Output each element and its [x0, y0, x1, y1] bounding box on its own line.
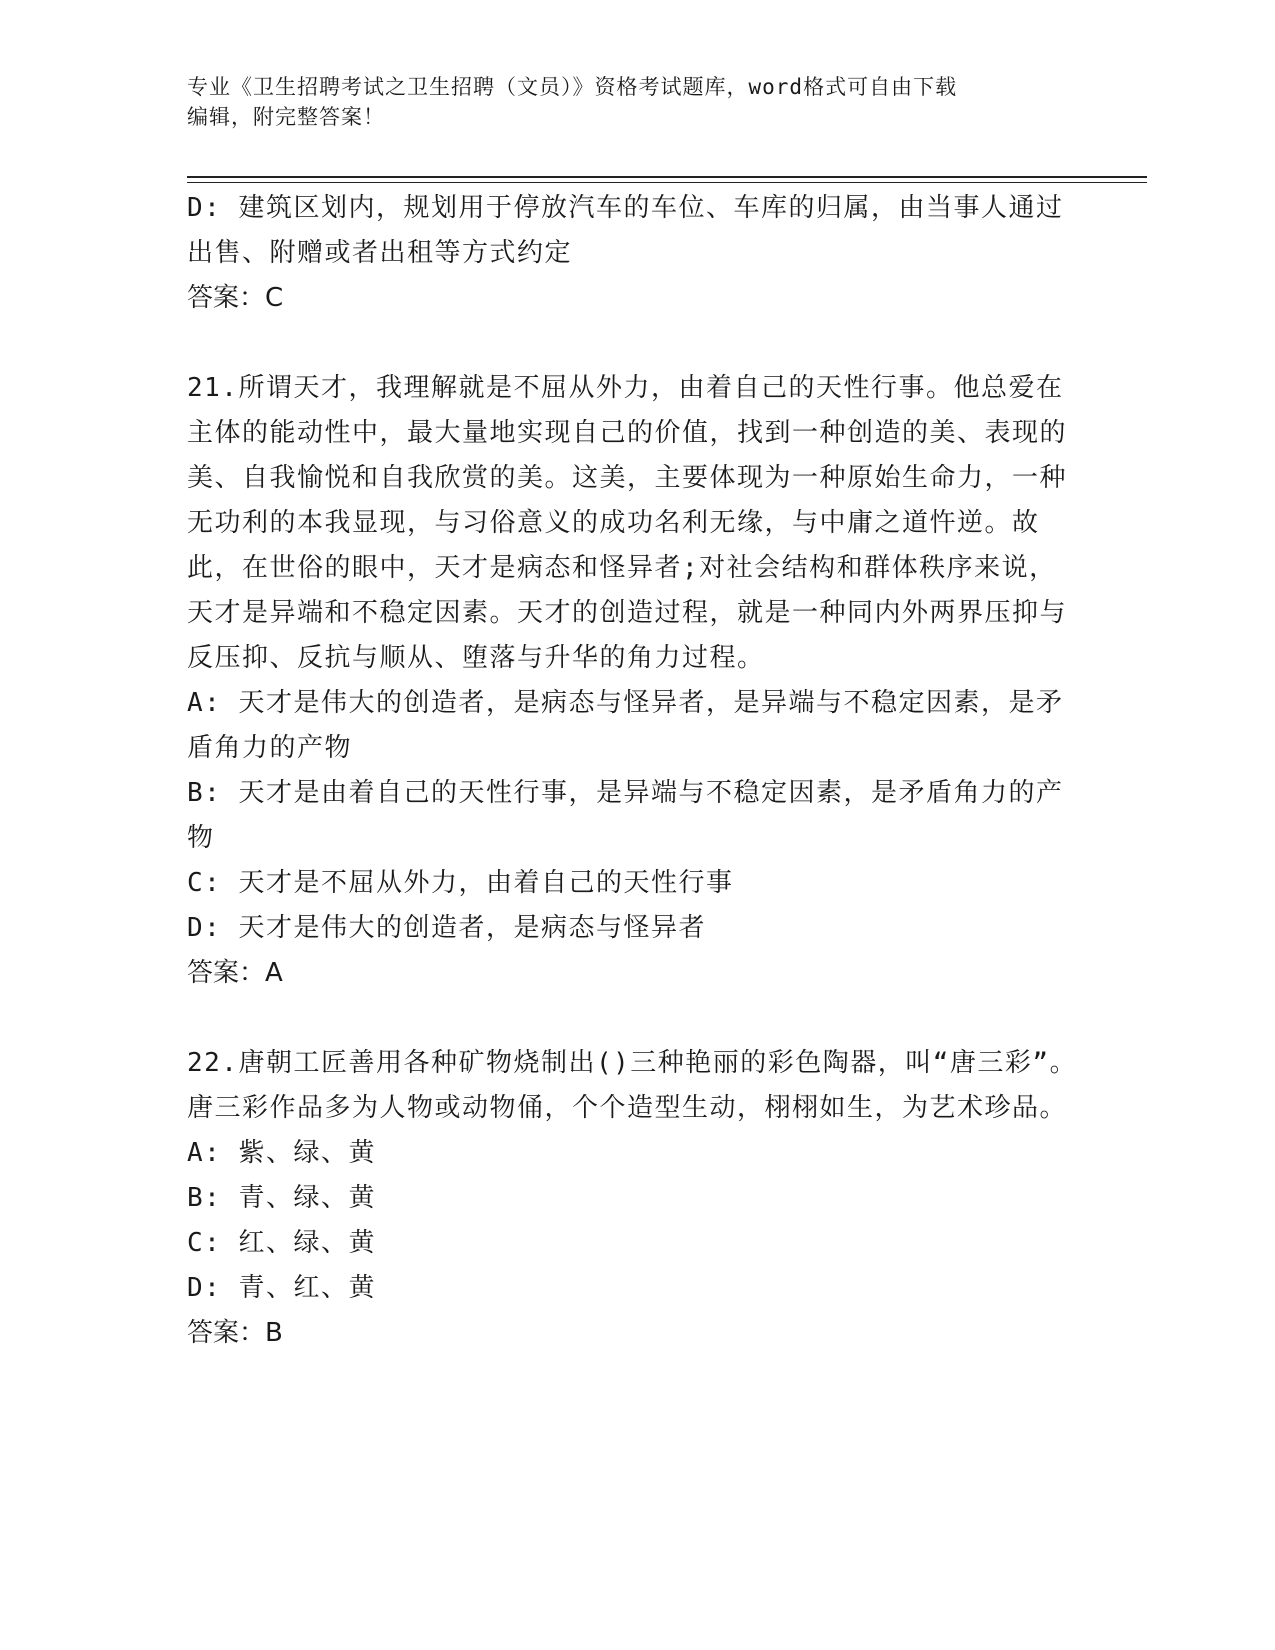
header-line-2: 编辑，附完整答案！	[187, 105, 385, 129]
q22-stem: 22.唐朝工匠善用各种矿物烧制出()三种艳丽的彩色陶器，叫“唐三彩”。唐三彩作品多为人物或动物俑，个个造型生动，栩栩如生，为艺术珍品。	[187, 1048, 1078, 1123]
q21-option-d: D: 天才是伟大的创造者，是病态与怪异者	[187, 913, 706, 943]
header-line-1: 专业《卫生招聘考试之卫生招聘（文员）》资格考试题库，word格式可自由下载	[187, 75, 958, 99]
q21-option-c: C: 天才是不屈从外力，由着自己的天性行事	[187, 868, 734, 898]
spacer	[187, 321, 1082, 366]
spacer	[187, 996, 1082, 1041]
page-header	[187, 72, 1067, 132]
prev-answer: 答案：C	[187, 283, 284, 313]
q21-stem: 21.所谓天才，我理解就是不屈从外力，由着自己的天性行事。他总爱在主体的能动性中，最大量地实现自己的价值，找到一种创造的美、表现的美、自我愉悦和自我欣赏的美。这美，主要体现为一种原始生命力，一种无功利的本我显现，与习俗意义的成功名利无缘，与中庸之道忤逆。故此，在世俗的眼中，天才是病态和怪异者;对社会结构和群体秩序来说，天才是异端和不稳定因素。天才的创造过程，就是一种同内外两界压抑与反压抑、反抗与顺从、堕落与升华的角力过程。	[187, 373, 1068, 673]
document-body	[187, 186, 1082, 1356]
header-rule-thick	[187, 176, 1147, 178]
q22-option-c: C: 红、绿、黄	[187, 1228, 376, 1258]
q21-option-b: B: 天才是由着自己的天性行事，是异端与不稳定因素，是矛盾角力的产物	[187, 778, 1064, 853]
q22-option-b: B: 青、绿、黄	[187, 1183, 376, 1213]
q21-answer: 答案：A	[187, 958, 283, 988]
prev-option-d: D: 建筑区划内，规划用于停放汽车的车位、车库的归属，由当事人通过出售、附赠或者出租等方式约定	[187, 193, 1064, 268]
q22-option-d: D: 青、红、黄	[187, 1273, 376, 1303]
q22-option-a: A: 紫、绿、黄	[187, 1138, 376, 1168]
q22-answer: 答案：B	[187, 1318, 283, 1348]
header-rule-thin	[187, 182, 1147, 183]
q21-option-a: A: 天才是伟大的创造者，是病态与怪异者，是异端与不稳定因素，是矛盾角力的产物	[187, 688, 1064, 763]
